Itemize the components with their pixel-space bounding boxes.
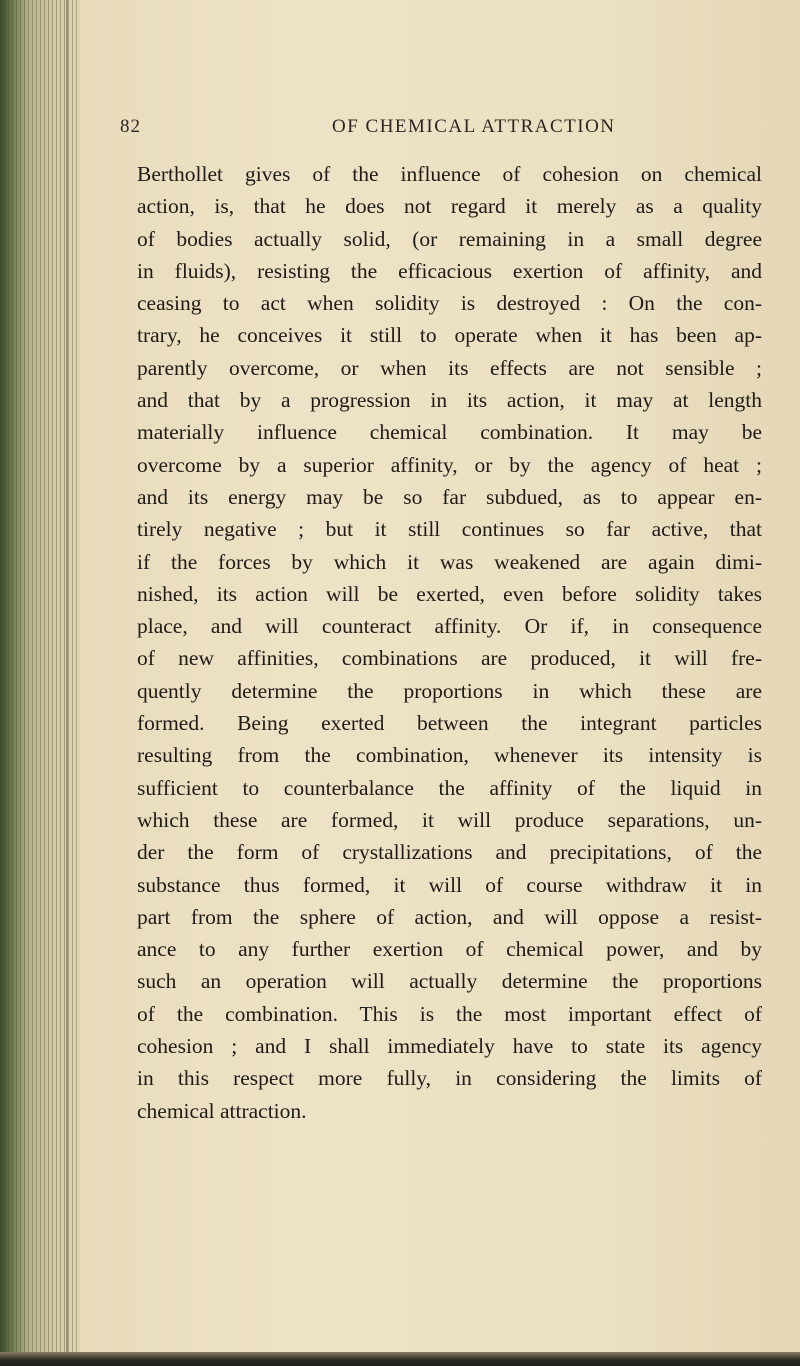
text-line: such an operation will actually determine the proportions [137,969,762,994]
text-line: which these are formed, it will produce separations, un- [137,807,762,832]
text-line: ceasing to act when solidity is destroyed : On the con- [137,291,762,316]
text-line: materially influence chemical combination. It may be [137,420,762,445]
text-line: in this respect more fully, in considering the limits of [137,1066,762,1091]
text-line: nished, its action will be exerted, even before solidity takes [137,581,762,606]
text-line: if the forces by which it was weakened are again dimi- [137,549,762,574]
text-line: of bodies actually solid, (or remaining in a small degree [137,226,762,251]
text-line: tirely negative ; but it still continues so far active, that [137,517,762,542]
text-line: ance to any further exertion of chemical power, and by [137,937,762,962]
book-binding-gutter [0,0,80,1366]
text-line: action, is, that he does not regard it merely as a quality [137,194,762,219]
text-line: formed. Being exerted between the integrant particles [137,711,762,736]
text-line: parently overcome, or when its effects are not sensible ; [137,355,762,380]
text-line: and that by a progression in its action, it may at length [137,388,762,413]
text-line: der the form of crystallizations and precipitations, of the [137,840,762,865]
running-head [120,116,760,146]
text-line: resulting from the combination, whenever its intensity is [137,743,762,768]
text-line: sufficient to counterbalance the affinity of the liquid in [137,775,762,800]
text-line: place, and will counteract affinity. Or if, in consequence [137,614,762,639]
body-text [137,158,762,1127]
text-line-last: chemical attraction. [137,1098,307,1123]
text-line: trary, he conceives it still to operate when it has been ap- [137,323,762,348]
text-line: part from the sphere of action, and will oppose a resist- [137,904,762,929]
text-line: and its energy may be so far subdued, as to appear en- [137,484,762,509]
text-line: of the combination. This is the most important effect of [137,1001,762,1026]
text-line: of new affinities, combinations are produced, it will fre- [137,646,762,671]
running-title: OF CHEMICAL ATTRACTION [332,116,616,137]
text-line: cohesion ; and I shall immediately have to state its agency [137,1034,762,1059]
text-line: substance thus formed, it will of course withdraw it in [137,872,762,897]
text-line: in fluids), resisting the efficacious exertion of affinity, and [137,258,762,283]
page-number: 82 [120,116,141,137]
gutter-edge-line [66,0,68,1366]
text-line: overcome by a superior affinity, or by the agency of heat ; [137,452,762,477]
scan-bottom-edge [0,1352,800,1366]
text-line: quently determine the proportions in which these are [137,678,762,703]
text-line: Berthollet gives of the influence of cohesion on chemical [137,162,762,186]
